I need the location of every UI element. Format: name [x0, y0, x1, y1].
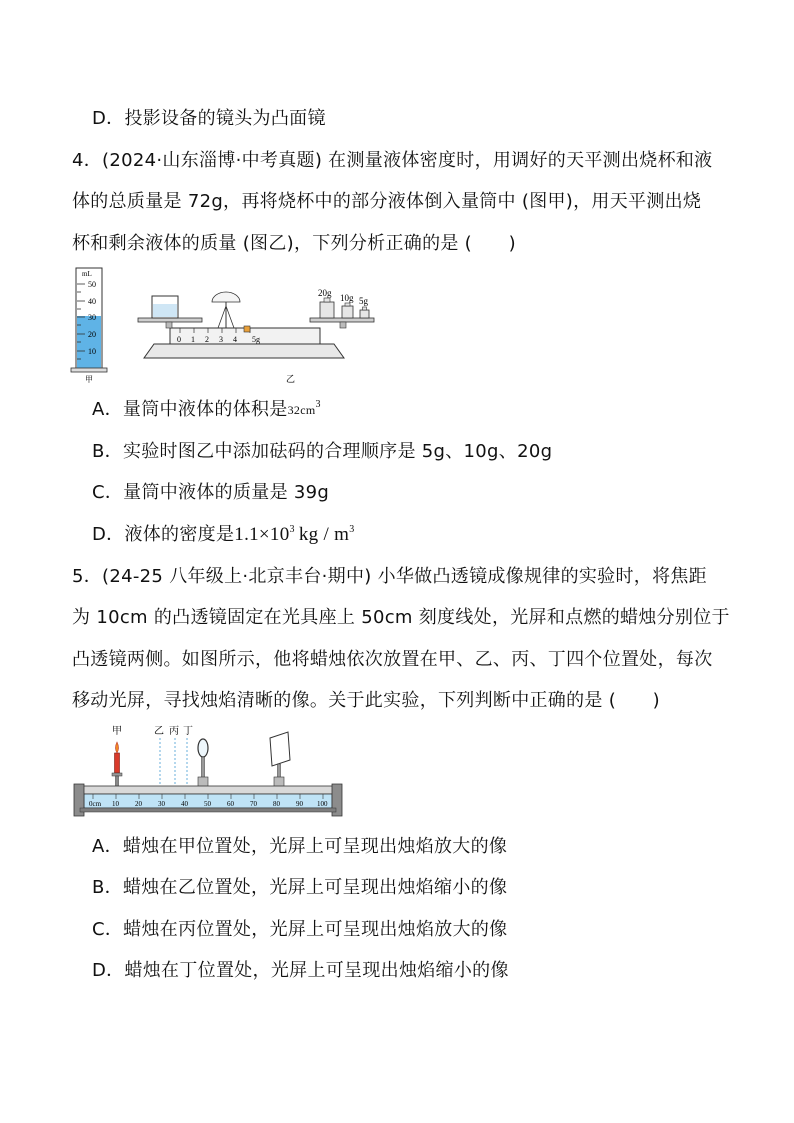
cylinder-unit: mL — [82, 270, 92, 278]
cylinder-tick-20: 20 — [88, 330, 96, 339]
q4-stem-line3: 杯和剩余液体的质量 (图乙)，下列分析正确的是 ( ) — [72, 233, 516, 254]
cylinder-tick-10: 10 — [88, 347, 96, 356]
weight-label-5g: 5g — [359, 296, 368, 306]
q5-option-a: A．蜡烛在甲位置处，光屏上可呈现出烛焰放大的像 — [92, 836, 508, 857]
balance — [138, 288, 374, 384]
beam-scale-4: 4 — [233, 335, 237, 344]
position-label-ding: 丁 — [183, 726, 193, 737]
q4-option-d-exp: 3 — [289, 524, 295, 535]
scale-40: 40 — [181, 800, 188, 808]
scale-80: 80 — [273, 800, 280, 808]
beam-scale-2: 2 — [205, 335, 209, 344]
q5-option-b: B．蜡烛在乙位置处，光屏上可呈现出烛焰缩小的像 — [92, 877, 508, 898]
right-pan — [310, 318, 374, 322]
q4-option-a-text: A．量筒中液体的体积是 — [92, 399, 288, 420]
scale-30: 30 — [158, 800, 165, 808]
scale-20: 20 — [135, 800, 142, 808]
light-screen — [270, 732, 290, 788]
q4-option-c: C．量筒中液体的质量是 39g — [92, 482, 330, 503]
convex-lens — [198, 739, 208, 788]
scale-70: 70 — [250, 800, 257, 808]
q5-option-c: C．蜡烛在丙位置处，光屏上可呈现出烛焰放大的像 — [92, 919, 508, 940]
scale-50: 50 — [204, 800, 211, 808]
scale-90: 90 — [296, 800, 303, 808]
cylinder-caption: 甲 — [85, 375, 93, 384]
cylinder-tick-50: 50 — [88, 280, 96, 289]
q4-option-b: B．实验时图乙中添加砝码的合理顺序是 5g、10g、20g — [92, 441, 553, 462]
scale-10: 10 — [112, 800, 119, 808]
q4-option-d-text: D．液体的密度是 — [92, 524, 235, 545]
beaker — [152, 296, 178, 318]
weight-label-10g: 10g — [340, 293, 354, 303]
q5-stem-line3: 凸透镜两侧。如图所示，他将蜡烛依次放置在甲、乙、丙、丁四个位置处，每次 — [72, 649, 713, 670]
beam-scale-3: 3 — [219, 335, 223, 344]
position-label-bing: 丙 — [169, 726, 179, 737]
left-pan — [138, 318, 202, 322]
q4-option-d-unit: kg / m — [298, 524, 350, 545]
scale-100: 100 — [317, 800, 328, 808]
weight-label-20g: 20g — [318, 288, 332, 298]
q4-option-a-exp: 3 — [315, 399, 321, 410]
candle — [112, 742, 122, 788]
scale-0cm: 0cm — [89, 800, 102, 808]
q5-optical-bench-figure — [70, 722, 346, 818]
q3-option-d: D．投影设备的镜头为凸面镜 — [92, 108, 326, 129]
pointer-dial — [212, 292, 240, 328]
cylinder-tick-30: 30 — [88, 313, 96, 322]
q4-option-a-value: 32cm — [287, 403, 316, 417]
q4-stem-line1: 4．(2024·山东淄博·中考真题) 在测量液体密度时，用调好的天平测出烧杯和液 — [72, 150, 713, 171]
beam-scale-5g: 5g — [252, 335, 260, 344]
beam-scale-1: 1 — [191, 335, 195, 344]
balance-caption: 乙 — [286, 374, 296, 384]
position-label-jia: 甲 — [112, 726, 122, 737]
q5-stem-line2: 为 10cm 的凸透镜固定在光具座上 50cm 刻度线处，光屏和点燃的蜡烛分别位于 — [72, 607, 730, 628]
cylinder-tick-40: 40 — [88, 297, 96, 306]
rider — [244, 326, 250, 332]
q4-stem-line2: 体的总质量是 72g，再将烧杯中的部分液体倒入量筒中 (图甲)，用天平测出烧 — [72, 191, 702, 212]
q4-figure — [68, 262, 368, 387]
q4-option-a — [92, 398, 321, 422]
q5-stem-line4: 移动光屏，寻找烛焰清晰的像。关于此实验，下列判断中正确的是 ( ) — [72, 690, 660, 711]
graduated-cylinder — [71, 268, 107, 384]
q4-option-d-unit-exp: 3 — [349, 524, 355, 535]
q4-option-d-value: 1.1×10 — [234, 524, 290, 545]
q5-option-d: D．蜡烛在丁位置处，光屏上可呈现出烛焰缩小的像 — [92, 960, 509, 981]
beam-scale-0: 0 — [177, 335, 181, 344]
scale-60: 60 — [227, 800, 234, 808]
position-label-yi: 乙 — [154, 726, 164, 737]
q5-stem-line1: 5．(24-25 八年级上·北京丰台·期中) 小华做凸透镜成像规律的实验时，将焦距 — [72, 566, 707, 587]
q4-option-d — [92, 523, 355, 547]
